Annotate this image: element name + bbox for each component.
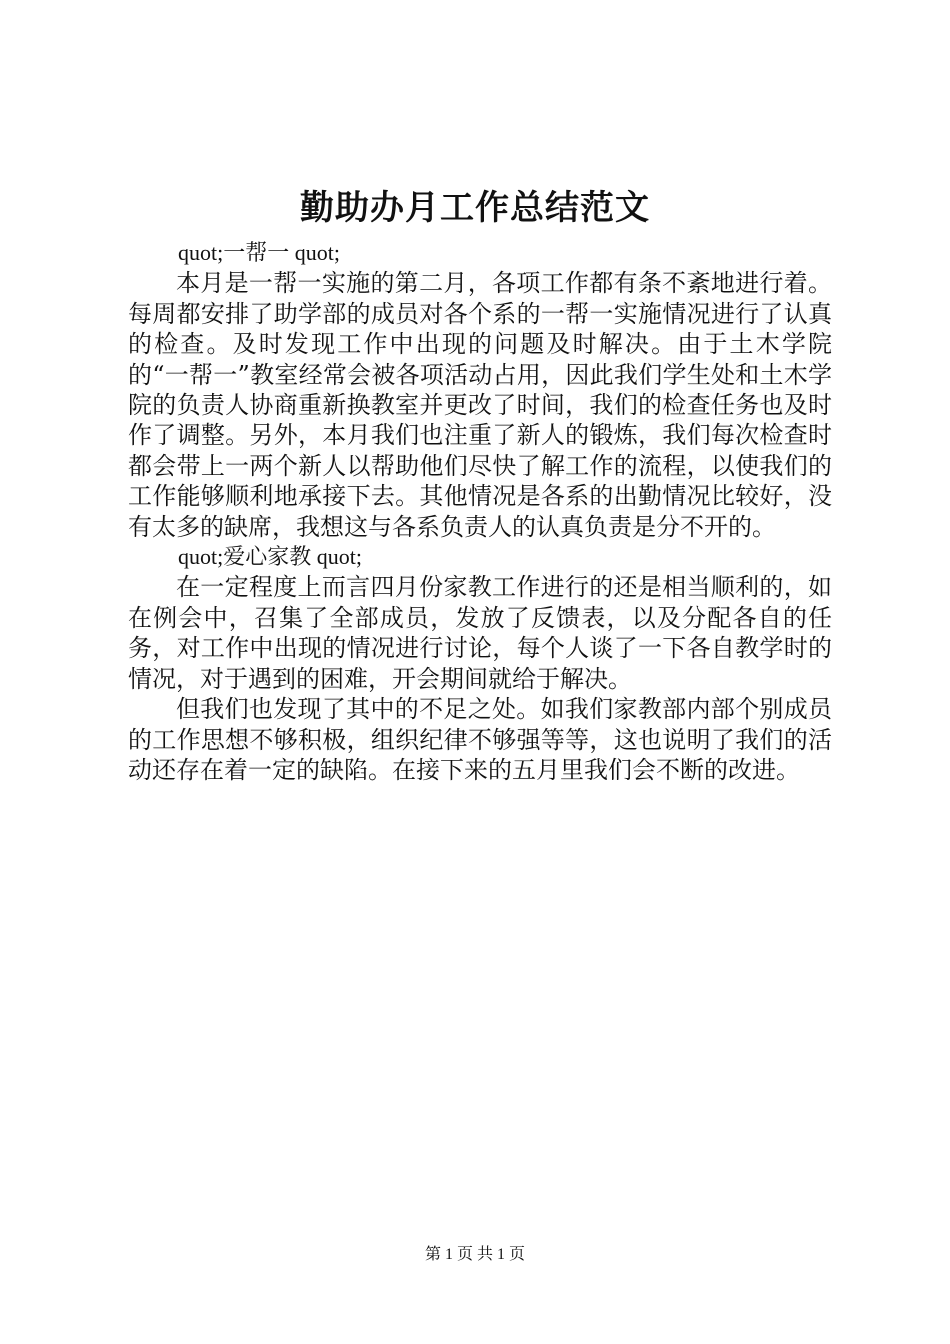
- document-title: 勤助办月工作总结范文: [300, 188, 650, 228]
- page-footer: 第 1 页 共 1 页: [424, 1246, 525, 1263]
- document-body: [128, 238, 832, 785]
- paragraph-shortcomings: 但我们也发现了其中的不足之处。如我们家教部内部个别成员的工作思想不够积极，组织纪律不够强等等，这也说明了我们的活动还存在着一定的缺陷。在接下来的五月里我们会不断的改进。: [128, 695, 832, 784]
- paragraph-aixinjiajiao: 在一定程度上而言四月份家教工作进行的还是相当顺利的，如在例会中，召集了全部成员，发放了反馈表，以及分配各自的任务，对工作中出现的情况进行讨论，每个人谈了一下各自教学时的情况，对于遇到的困难，开会期间就给于解决。: [128, 573, 832, 693]
- section-heading-yibangyi: quot;一帮一 quot;: [178, 240, 340, 265]
- paragraph-yibangyi: 本月是一帮一实施的第二月，各项工作都有条不紊地进行着。每周都安排了助学部的成员对各个系的一帮一实施情况进行了认真的检查。及时发现工作中出现的问题及时解决。由于土木学院的“一帮一”教室经常会被各项活动占用，因此我们学生处和土木学院的负责人协商重新换教室并更改了时间，我们的检查任务也及时作了调整。另外，本月我们也注重了新人的锻炼，我们每次检查时都会带上一两个新人以帮助他们尽快了解工作的流程，以使我们的工作能够顺利地承接下去。其他情况是各系的出勤情况比较好，没有太多的缺席，我想这与各系负责人的认真负责是分不开的。: [128, 269, 832, 541]
- section-heading-aixinjiajiao: quot;爱心家教 quot;: [178, 544, 362, 570]
